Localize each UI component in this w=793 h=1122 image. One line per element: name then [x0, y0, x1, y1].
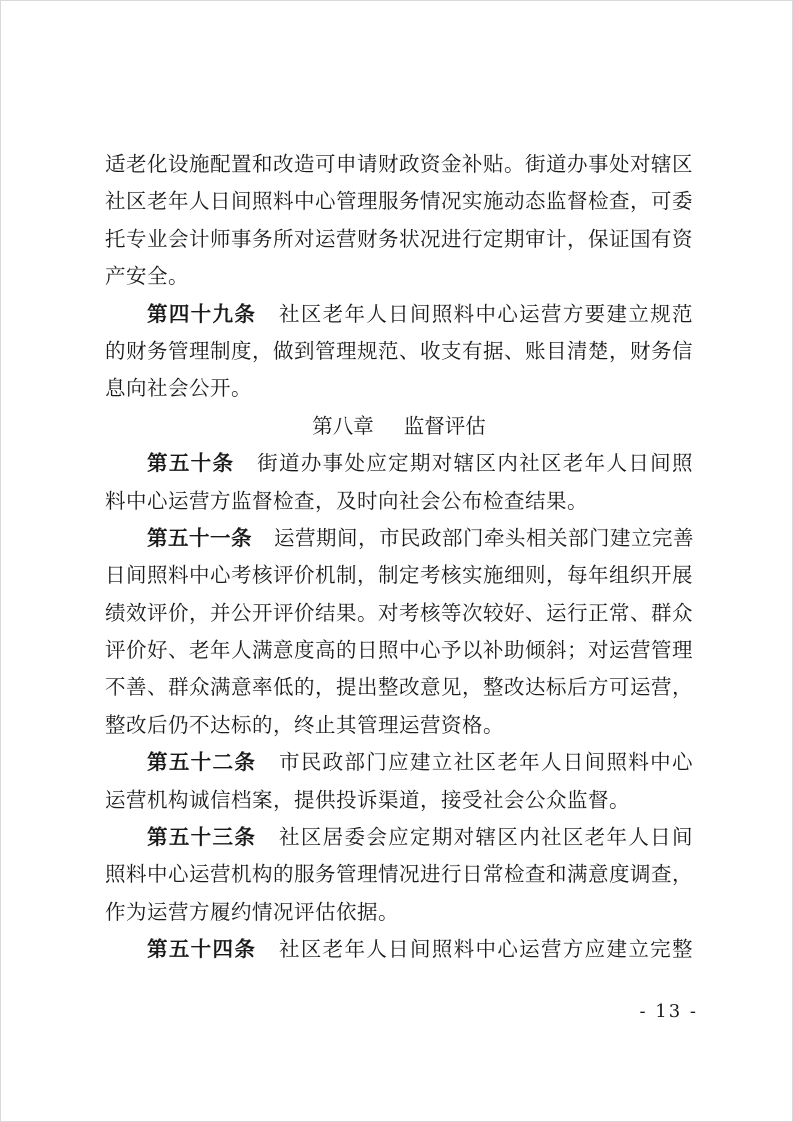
text-line: 产安全。 [105, 264, 189, 289]
article-number: 第五十二条 [147, 750, 257, 775]
text-line: 托专业会计师事务所对运营财务状况进行定期审计，保证国有资 [105, 226, 693, 251]
text-line: 不善、群众满意率低的，提出整改意见，整改达标后方可运营， [105, 675, 693, 700]
text-line: 作为运营方履约情况评估依据。 [105, 899, 399, 924]
text-line: 整改后仍不达标的，终止其管理运营资格。 [105, 712, 504, 737]
text-line: 绩效评价，并公开评价结果。对考核等次较好、运行正常、群众 [105, 600, 693, 625]
text-line: 照料中心运营机构的服务管理情况进行日常检查和满意度调查， [105, 862, 693, 887]
article-number: 第五十四条 [147, 937, 257, 962]
text-line: 料中心运营方监督检查，及时向社会公布检查结果。 [105, 488, 588, 513]
article-50-first-line [105, 445, 693, 482]
text-line: 日间照料中心考核评价机制，制定考核实施细则，每年组织开展 [105, 563, 693, 588]
text-line: 评价好、老年人满意度高的日照中心予以补助倾斜；对运营管理 [105, 638, 693, 663]
article-number: 第五十三条 [147, 825, 257, 850]
text-line: 适老化设施配置和改造可申请财政资金补贴。街道办事处对辖区 [105, 152, 693, 176]
text-segment: 社区居委会应定期对辖区内社区老年人日间 [278, 825, 694, 850]
text-line: 息向社会公开。 [105, 376, 252, 401]
text-line: 运营机构诚信档案，提供投诉渠道，接受社会公众监督。 [105, 787, 630, 812]
article-number: 第五十一条 [147, 525, 252, 550]
article-number: 第五十条 [147, 451, 235, 476]
text-line: 的财务管理制度，做到管理规范、收支有据、账目清楚，财务信 [105, 338, 693, 363]
text-segment: 市民政部门应建立社区老年人日间照料中心 [278, 750, 694, 775]
chapter-heading [105, 408, 693, 445]
article-51-first-line [105, 520, 693, 557]
article-49-first-line [105, 296, 693, 333]
article-54-first-line [105, 931, 693, 968]
text-segment: 社区老年人日间照料中心运营方应建立完整 [278, 937, 694, 962]
text-segment: 社区老年人日间照料中心运营方要建立规范 [278, 301, 694, 326]
text-line: 社区老年人日间照料中心管理服务情况实施动态监督检查，可委 [105, 189, 693, 214]
article-number: 第四十九条 [147, 301, 257, 326]
page-number: - 13 - [639, 1001, 698, 1022]
article-52-first-line [105, 744, 693, 781]
document-body [105, 146, 693, 969]
text-segment: 运营期间，市民政部门牵头相关部门建立完善 [274, 525, 694, 550]
text-segment: 街道办事处应定期对辖区内社区老年人日间照 [256, 451, 694, 476]
chapter-title: 监督评估 [403, 413, 486, 438]
chapter-number: 第八章 [312, 413, 374, 438]
article-53-first-line [105, 819, 693, 856]
